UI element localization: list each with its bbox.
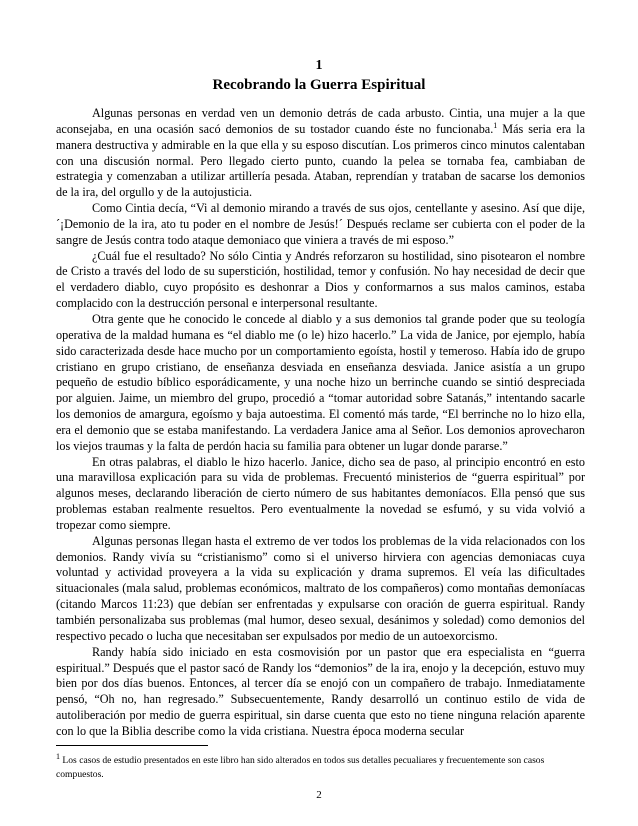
paragraph-1 [56,106,585,201]
footnote [56,751,585,782]
paragraph-2: Como Cintia decía, “Vi al demonio mirando a través de sus ojos, centellante y asesino. Así que dije, ´¡Demonio de la ira, ato tu poder en el nombre de Jesús!´ Después reclame ser cubierta con el poder de la sangre de Jesús contra todo ataque demoniaco que viniera a través de mi esposo.” [56,201,585,247]
body-text [56,106,585,740]
chapter-title: Recobrando la Guerra Espiritual [212,77,426,93]
footnote-text: Los casos de estudio presentados en este libro han sido alterados en todos sus detalles pecualiares y frecuentemente son casos compuestos. [56,755,545,780]
paragraph-3: ¿Cuál fue el resultado? No sólo Cintia y Andrés reforzaron su hostilidad, sino pisotearon el nombre de Cristo a través del lodo de su superstición, hostilidad, temor y confusión. No hay necesidad de decir que el verdadero diablo, cuyo propósito es deshonrar a Dios y conformarnos a sus malos caminos, estaba complacido con la destrucción personal e interpersonal resultante. [56,248,585,311]
footnote-marker: 1 [56,751,60,761]
footnote-divider [56,745,208,746]
paragraph-7: Randy había sido iniciado en esta cosmovisión por un pastor que era especialista en “guerra espiritual.” Después que el pastor sacó de Randy los “demonios” de la ira, enojo y la decepción, estuvo muy bien por dos días buenos. Entonces, al tercer día se enojó con un compañero de trabajo. Inmediatamente pensó, “Oh no, han regresado.” Subsecuentemente, Randy desarrolló un continuo estilo de vida de autoliberación por medio de guerra espiritual, sin darse cuenta que esto no tiene ninguna relación aparente con lo que la Biblia describe como la vida cristiana. Nuestra época moderna secular [56,644,585,738]
paragraph-6: Algunas personas llegan hasta el extremo de ver todos los problemas de la vida relacionados con los demonios. Randy vivía su “cristianismo” como si el universo hirviera con agencias demoniacas cuya voluntad y actividad proveyera a la vida su explicación y drama supremos. El veía las dificultades situacionales (mala salud, problemas económicos, maltrato de los compañeros) como montañas demoníacas (citando Marcos 11:23) que debían ser enfrentadas y expulsarse con oración de guerra espiritual. Randy también personalizaba sus problemas (mal humor, deseo sexual, desánimos y soledad) como demonios del respectivo pecado o lucha que necesitaban ser expulsados por medio de un autoexorcismo. [56,533,585,643]
paragraph-5: En otras palabras, el diablo le hizo hacerlo. Janice, dicho sea de paso, al principio encontró en esto una maravillosa explicación para su vida de problemas. Frecuentó ministerios de “guerra espiritual” por algunos meses, declarando liberación de cierto número de sus habitantes demoníacos. Ella pensó que sus problemas estaban realmente resueltos. Pero eventualmente la novedad se esfumó, y su vida volvió a tropezar como siempre. [56,454,585,532]
footnote-reference: 1 [493,120,498,130]
chapter-number: 1 [315,58,323,73]
paragraph-4: Otra gente que he conocido le concede al diablo y a sus demonios tal grande poder que su teología operativa de la maldad humana es “el diablo me (o le) hizo hacerlo.” La vida de Janice, por ejemplo, había sido caracterizada desde hace mucho por un comportamiento egoísta, hostil y temeroso. Había ido de grupo cristiano en grupo cristiano, de enseñanza desviada en enseñanza desviada. Janice asistía a un grupo pequeño de estudio bíblico esporádicamente, y una noche hizo un berrinche cuando se sintió despreciada por alguien. Jaime, un miembro del grupo, procedió a “tomar autoridad sobre Satanás,” intentando sacarle los demonios de amargura, egoísmo y baja autoestima. El comentó más tarde, “El berrinche no lo hizo ella, era el demonio que se estaba manifestando. La verdadera Janice ama al Señor. Los demonios aprovecharon los viejos traumas y la falta de perdón hacia su familia para obtener un lugar donde pararse.” [56,311,585,453]
paragraph-1-end: Más seria era la manera destructiva y admirable en la que ella y su esposo discutían. Los primeros cinco minutos calentaban con una discusión normal. Pero llegado cierto punto, cuando la pelea se tornaba fea, cambiaban de estrategia y comenzaban a utilizar artillería pesada. Ataban, reprendían y trataban de sacarse los demonios de la ira, del orgullo y de la autojusticia. [56,121,585,200]
page-number: 2 [316,789,322,801]
paragraph-1-start: Algunas personas en verdad ven un demonio detrás de cada arbusto. Cintia, una mujer a la que aconsejaba, en una ocasión sacó demonios de su tostador cuando éste no funcionaba. [56,106,585,136]
